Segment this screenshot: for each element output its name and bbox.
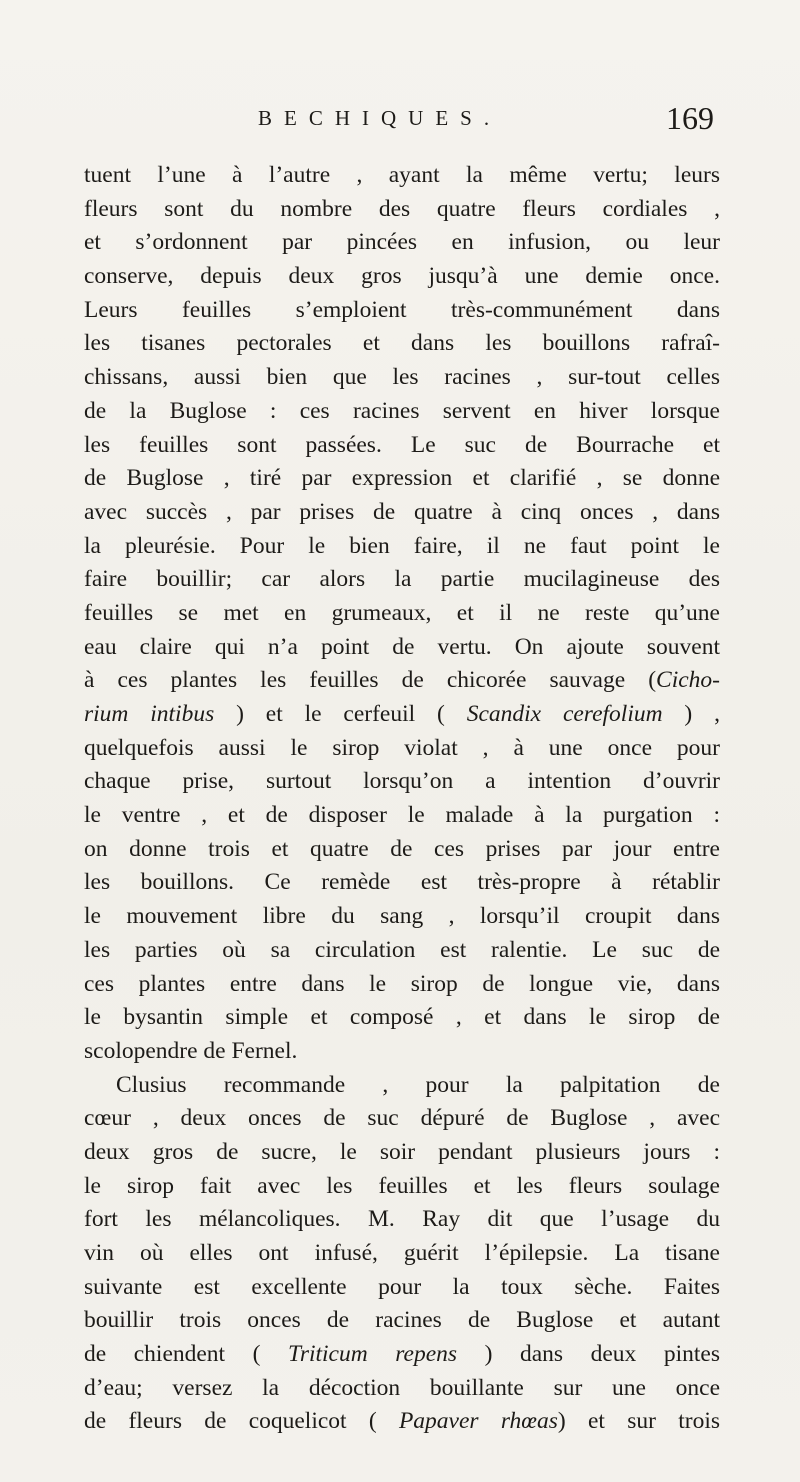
text-segment: ) et sur trois [557, 1408, 720, 1435]
text-line [84, 900, 720, 934]
text-segment: les feuilles sont passées. Le suc de Bourrache et [84, 431, 720, 458]
page-header [84, 100, 714, 150]
text-segment: chaque prise, surtout lorsqu’on a intention d’ouvrir [84, 768, 720, 795]
text-line [84, 226, 720, 260]
text-segment: cœur , deux onces de suc dépuré de Buglose , avec [84, 1105, 720, 1132]
body-text [84, 159, 720, 1439]
text-line [84, 496, 720, 530]
text-segment: ces plantes entre dans le sirop de longue vie, dans [84, 970, 720, 997]
text-line [84, 698, 720, 732]
text-line [84, 1102, 720, 1136]
text-line [84, 833, 720, 867]
text-segment: Leurs feuilles s’emploient très-communément dans [84, 296, 720, 323]
text-segment: les bouillons. Ce remède est très-propre à rétablir [84, 869, 720, 896]
text-segment: ) et le cerfeuil ( [214, 701, 467, 727]
text-line [84, 260, 720, 294]
text-segment: de fleurs de coquelicot ( [84, 1408, 399, 1435]
text-line [84, 530, 720, 564]
text-segment: le bysantin simple et composé , et dans le sirop de [84, 1004, 720, 1031]
text-segment: Clusius recommande , pour la palpitation de [116, 1071, 720, 1098]
text-segment: les tisanes pectorales et dans les bouillons rafraî- [84, 330, 720, 357]
text-line [84, 765, 720, 799]
italic-term: Papaver rhœas [398, 1408, 558, 1435]
text-line [84, 1035, 720, 1069]
page-number: 169 [666, 100, 714, 136]
text-line [84, 866, 720, 900]
text-segment: faire bouillir; car alors la partie mucilagineuse des [84, 566, 720, 593]
text-line [84, 934, 720, 968]
text-line [84, 1069, 720, 1103]
text-line [84, 1271, 720, 1305]
text-segment: le ventre , et de disposer le malade à la purgation : [84, 802, 720, 829]
text-line [84, 1203, 720, 1237]
text-line [84, 664, 720, 698]
italic-term: Cicho- [656, 667, 720, 694]
text-segment: on donne trois et quatre de ces prises par jour entre [84, 835, 720, 862]
text-segment: bouillir trois onces de racines de Buglose et autant [84, 1307, 720, 1334]
text-segment: deux gros de sucre, le soir pendant plusieurs jours : [84, 1138, 720, 1165]
text-segment: feuilles se met en grumeaux, et il ne reste qu’une [84, 599, 720, 626]
text-segment: ) , [662, 701, 720, 727]
text-line [84, 799, 720, 833]
italic-term: Scandix cerefolium [466, 701, 663, 727]
text-segment: le mouvement libre du sang , lorsqu’il croupit dans [84, 903, 720, 930]
text-line [84, 462, 720, 496]
text-line [84, 1001, 720, 1035]
text-line [84, 1237, 720, 1271]
running-title: BECHIQUES. [258, 106, 502, 130]
text-line [84, 732, 720, 766]
text-segment: eau claire qui n’a point de vertu. On ajoute souvent [84, 633, 720, 660]
text-segment: vin où elles ont infusé, guérit l’épilepsie. La tisane [84, 1240, 720, 1266]
text-line [84, 563, 720, 597]
text-segment: le sirop fait avec les feuilles et les fleurs soulage [84, 1172, 720, 1199]
text-line [84, 294, 720, 328]
text-segment: et s’ordonnent par pincées en infusion, ou leur [84, 229, 720, 256]
text-line [84, 327, 720, 361]
text-line [84, 1136, 720, 1170]
italic-term: Triticum repens [288, 1341, 458, 1368]
text-line [84, 1338, 720, 1372]
text-line [84, 395, 720, 429]
text-segment: d’eau; versez la décoction bouillante sur une once [84, 1374, 720, 1401]
text-segment: de chiendent ( [84, 1341, 289, 1368]
text-line [84, 429, 720, 463]
text-segment: ) dans deux pintes [457, 1341, 720, 1368]
text-segment: de Buglose , tiré par expression et clarifié , se donne [84, 465, 720, 492]
text-segment: fort les mélancoliques. M. Ray dit que l’usage du [84, 1206, 720, 1233]
text-line [84, 597, 720, 631]
text-line [84, 193, 720, 227]
text-line [84, 968, 720, 1002]
text-segment: quelquefois aussi le sirop violat , à une once pour [84, 734, 720, 761]
text-segment: de la Buglose : ces racines servent en hiver lorsque [84, 397, 720, 424]
text-segment: les parties où sa circulation est ralentie. Le suc de [84, 936, 720, 963]
text-line [84, 1372, 720, 1406]
text-line [84, 1405, 720, 1439]
text-segment: la pleurésie. Pour le bien faire, il ne faut point le [84, 532, 720, 559]
text-line [84, 1170, 720, 1204]
text-segment: conserve, depuis deux gros jusqu’à une demie once. [84, 263, 720, 290]
text-line [84, 159, 720, 193]
text-segment: chissans, aussi bien que les racines , sur-tout celles [84, 364, 720, 391]
text-segment: tuent l’une à l’autre , ayant la même vertu; leurs [84, 162, 720, 188]
text-segment: avec succès , par prises de quatre à cinq onces , dans [84, 498, 720, 525]
text-line [84, 631, 720, 665]
text-segment: à ces plantes les feuilles de chicorée sauvage ( [84, 667, 657, 694]
text-line [84, 361, 720, 395]
text-segment: suivante est excellente pour la toux sèche. Faites [84, 1273, 720, 1300]
text-segment: scolopendre de Fernel. [84, 1037, 298, 1064]
text-line [84, 1304, 720, 1338]
text-segment: fleurs sont du nombre des quatre fleurs cordiales , [84, 195, 720, 222]
italic-term: rium intibus [84, 701, 215, 727]
